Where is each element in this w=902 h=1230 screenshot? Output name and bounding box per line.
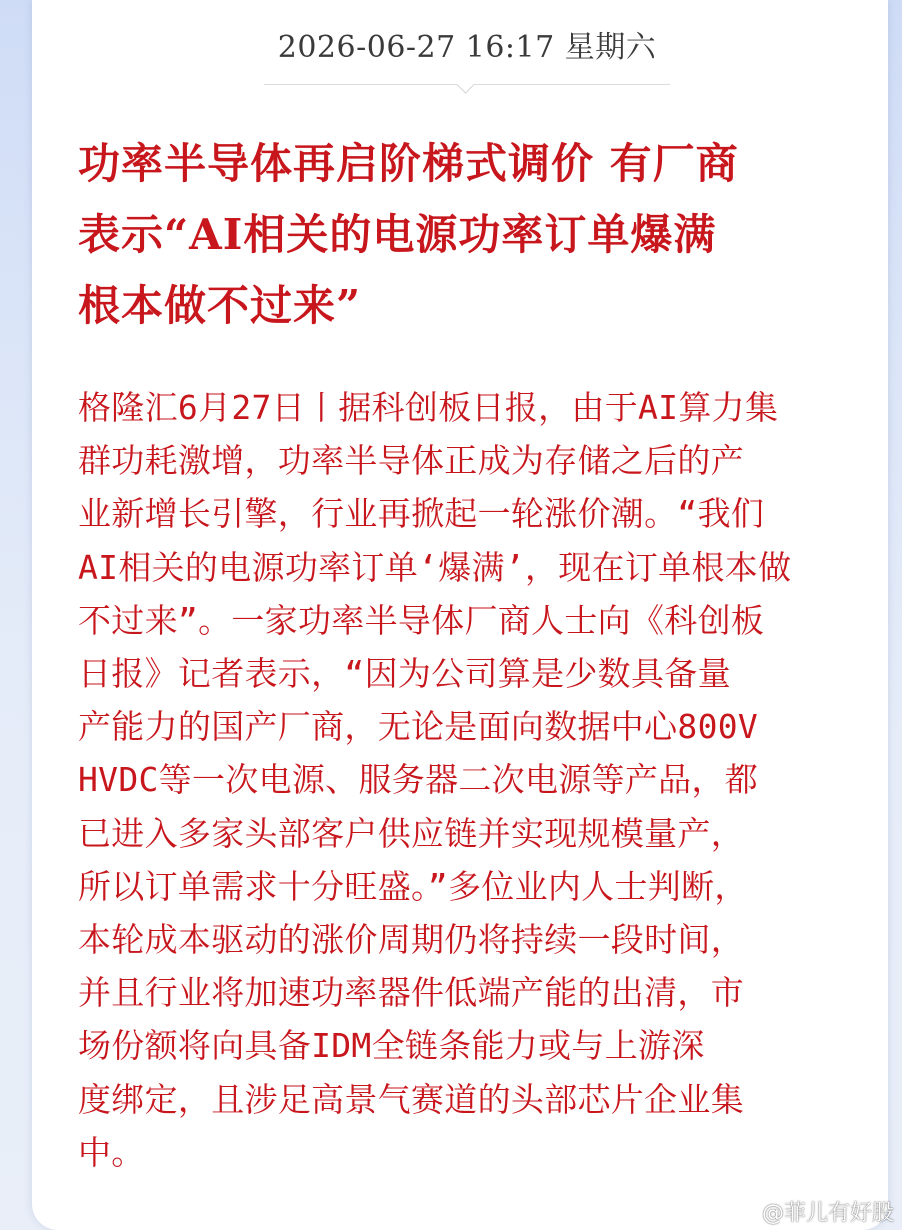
body-line: 并且行业将加速功率器件低端产能的出清，市 [78,973,744,1013]
body-line: 本轮成本驱动的涨价周期仍将持续一段时间， [78,920,744,960]
body-line: 业新增长引擎，行业再掀起一轮涨价潮。“我们 [78,494,765,534]
article-body [78,381,878,1179]
body-line: 度绑定，且涉足高景气赛道的头部芯片企业集 [78,1079,744,1119]
body-line: 已进入多家头部客户供应链并实现规模量产， [78,813,744,853]
article-card [32,0,888,1230]
article-headline [78,128,868,341]
headline-line: 根本做不过来” [78,281,362,330]
body-line: 不过来”。一家功率半导体厂商人士向《科创板 [78,600,765,640]
body-line: 所以订单需求十分旺盛。”多位业内人士判断， [78,866,748,906]
body-line: 群功耗激增，功率半导体正成为存储之后的产 [78,441,744,481]
headline-line: 功率半导体再启阶梯式调价 有厂商 [78,139,739,188]
body-line: HVDC等一次电源、服务器二次电源等产品，都 [78,760,759,800]
body-line: 日报》记者表示，“因为公司算是少数具备量 [78,654,731,694]
date-divider-notch [456,75,474,93]
body-line: 格隆汇6月27日丨据科创板日报，由于AI算力集 [78,388,779,427]
weibo-logo-icon [726,1198,756,1224]
article-datetime: 2026-06-27 16:17 星期六 [277,30,657,65]
body-line: 场份额将向具备IDM全链条能力或与上游深 [78,1026,705,1066]
body-line: 产能力的国产厂商，无论是面向数据中心800V [78,707,759,747]
watermark-text: @菲儿有好股 [761,1200,894,1226]
body-line: 中。 [78,1132,145,1172]
date-header [244,0,690,100]
body-line: AI相关的电源功率订单‘爆满’，现在订单根本做 [78,547,792,587]
weibo-watermark [726,1196,894,1226]
headline-line: 表示“AI相关的电源功率订单爆满 [78,210,717,259]
